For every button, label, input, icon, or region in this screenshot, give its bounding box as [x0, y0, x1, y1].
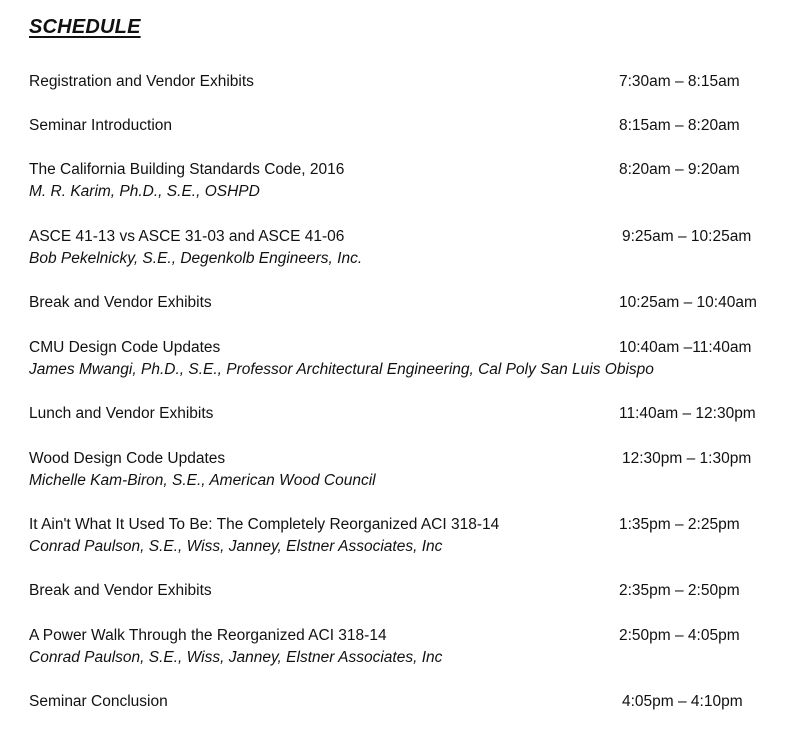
session-time: 4:05pm – 4:10pm — [622, 693, 743, 710]
schedule-item-california-code — [29, 159, 789, 203]
session-speaker: Michelle Kam-Biron, S.E., American Wood Council — [29, 472, 376, 489]
schedule-item-wood — [29, 448, 789, 492]
session-title: Seminar Conclusion — [29, 693, 168, 710]
session-title: It Ain't What It Used To Be: The Completely Reorganized ACI 318-14 — [29, 516, 500, 533]
schedule-item-cmu — [29, 337, 789, 381]
session-title: The California Building Standards Code, 2016 — [29, 161, 345, 178]
session-title: Registration and Vendor Exhibits — [29, 73, 254, 90]
schedule-item-lunch — [29, 403, 789, 425]
schedule-item-conclusion — [29, 691, 789, 713]
session-title: Lunch and Vendor Exhibits — [29, 405, 214, 422]
session-time: 9:25am – 10:25am — [622, 228, 752, 245]
session-time: 8:15am – 8:20am — [619, 117, 740, 134]
session-time: 12:30pm – 1:30pm — [622, 450, 752, 467]
session-title: A Power Walk Through the Reorganized ACI 318-14 — [29, 627, 387, 644]
schedule-item-break-2 — [29, 580, 789, 602]
session-speaker: M. R. Karim, Ph.D., S.E., OSHPD — [29, 183, 260, 200]
schedule-item-power-walk — [29, 625, 789, 669]
schedule-item-introduction — [29, 115, 789, 137]
session-title: Wood Design Code Updates — [29, 450, 226, 467]
session-time: 1:35pm – 2:25pm — [619, 516, 740, 533]
session-time: 11:40am – 12:30pm — [619, 405, 756, 422]
schedule-item-registration — [29, 71, 789, 93]
session-title: Break and Vendor Exhibits — [29, 582, 212, 599]
session-time: 10:40am –11:40am — [619, 339, 752, 356]
session-title: CMU Design Code Updates — [29, 339, 221, 356]
session-time: 2:35pm – 2:50pm — [619, 582, 740, 599]
session-time: 2:50pm – 4:05pm — [619, 627, 740, 644]
schedule-item-asce — [29, 226, 789, 270]
schedule-item-aci-reorganized — [29, 514, 789, 558]
session-speaker: Bob Pekelnicky, S.E., Degenkolb Engineers, Inc. — [29, 250, 363, 267]
schedule-item-break-1 — [29, 292, 789, 314]
session-speaker: Conrad Paulson, S.E., Wiss, Janney, Elstner Associates, Inc — [29, 649, 443, 666]
session-time: 7:30am – 8:15am — [619, 73, 740, 90]
schedule-heading: SCHEDULE — [29, 16, 141, 38]
session-speaker: James Mwangi, Ph.D., S.E., Professor Architectural Engineering, Cal Poly San Luis Obispo — [29, 361, 654, 378]
session-title: ASCE 41-13 vs ASCE 31-03 and ASCE 41-06 — [29, 228, 345, 245]
session-time: 10:25am – 10:40am — [619, 294, 757, 311]
session-title: Seminar Introduction — [29, 117, 173, 134]
session-speaker: Conrad Paulson, S.E., Wiss, Janney, Elstner Associates, Inc — [29, 538, 443, 555]
session-title: Break and Vendor Exhibits — [29, 294, 212, 311]
session-time: 8:20am – 9:20am — [619, 161, 740, 178]
